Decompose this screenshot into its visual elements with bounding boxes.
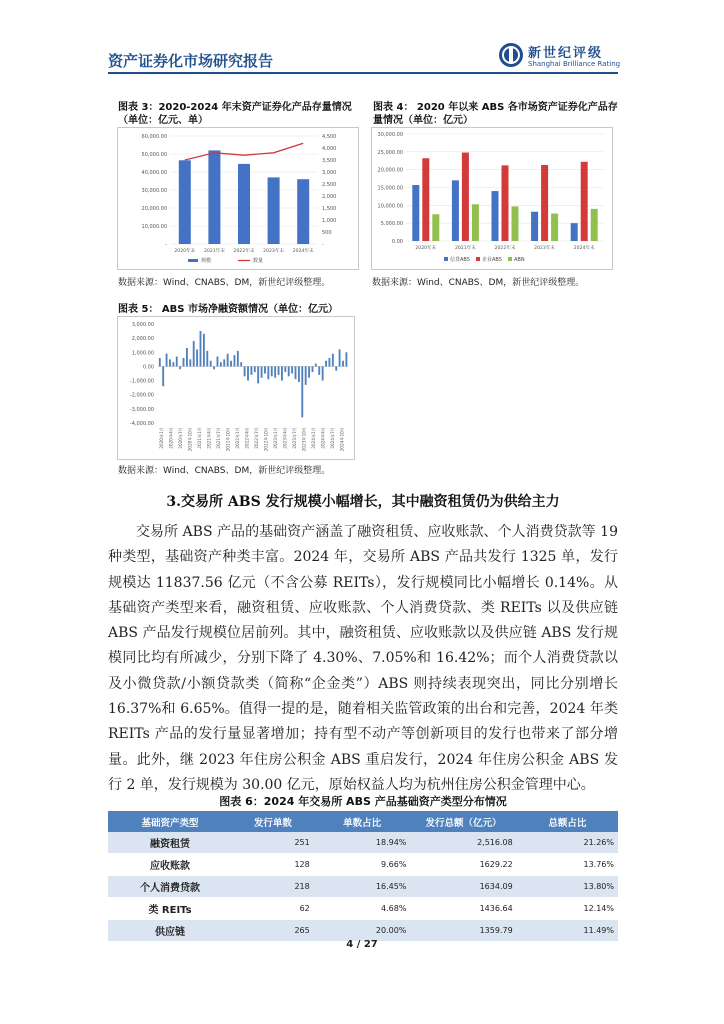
y2-tick-label: -	[322, 242, 324, 248]
bar-net-financing	[159, 358, 161, 366]
legend-swatch	[444, 257, 448, 261]
y-tick-label: -	[165, 242, 167, 248]
bar-net-financing	[291, 366, 293, 373]
y-tick-label: -3,000.00	[129, 406, 154, 413]
bar-net-financing	[196, 349, 198, 366]
legend-label: ABN	[514, 257, 525, 263]
bar-net-financing	[179, 366, 181, 369]
cell-type: 类 REITs	[108, 898, 232, 920]
table-row	[108, 854, 618, 876]
legend-label: 企业ABS	[482, 257, 502, 263]
legend-label: 数量	[253, 258, 264, 264]
x-tick-label: 2024年10月	[339, 427, 345, 452]
bar-信贷ABS	[492, 191, 499, 241]
bar-net-financing	[342, 361, 344, 367]
fig4-chart	[371, 127, 613, 270]
bar-net-financing	[264, 366, 266, 373]
cell-amount: 1359.79	[410, 920, 516, 942]
x-tick-label: 2024年末	[292, 249, 314, 254]
y-tick-label: 30,000.00	[141, 188, 167, 194]
bar-net-financing	[162, 366, 164, 386]
bar-net-financing	[193, 341, 195, 366]
y-tick-label: 25,000.00	[377, 149, 403, 156]
header-cell: 发行总额（亿元）	[410, 811, 516, 832]
y-tick-label: 50,000.00	[141, 152, 167, 158]
bar-net-financing	[328, 358, 330, 366]
cell-type: 融资租赁	[108, 832, 232, 854]
y-tick-label: 30,000.00	[377, 132, 403, 138]
y-tick-label: 10,000.00	[377, 203, 403, 210]
bar-net-financing	[247, 366, 249, 380]
cell-count-share: 9.66%	[314, 854, 411, 876]
bar-企业ABS	[462, 153, 469, 241]
bar-信贷ABS	[531, 212, 538, 241]
fig4-source: 数据来源：Wind、CNABS、DM，新世纪评级整理。	[372, 278, 585, 288]
header-cell: 发行单数	[232, 811, 314, 832]
y2-tick-label: 500	[322, 230, 332, 236]
page-number: 4 / 27	[346, 939, 378, 950]
x-tick-label: 2021年7月	[215, 427, 221, 449]
y2-tick-label: 2,000	[322, 194, 337, 200]
y2-tick-label: 3,500	[322, 158, 337, 164]
bar-信贷ABS	[571, 223, 578, 241]
x-tick-label: 2021年4月	[206, 427, 212, 449]
bar-ABN	[432, 214, 439, 241]
bar-ABN	[591, 209, 598, 241]
x-tick-label: 2022年7月	[253, 427, 259, 449]
bar-ABN	[472, 204, 479, 241]
table-row	[108, 876, 618, 898]
bar-net-financing	[278, 366, 280, 374]
bar-企业ABS	[502, 165, 509, 241]
line-count	[185, 143, 303, 160]
y-tick-label: 10,000.00	[141, 224, 167, 230]
bar-net-financing	[325, 361, 327, 367]
bar-net-financing	[335, 366, 337, 370]
y2-tick-label: 1,500	[322, 206, 337, 212]
legend-swatch	[508, 257, 512, 261]
x-tick-label: 2022年4月	[244, 427, 250, 449]
bar-信贷ABS	[452, 180, 459, 241]
bar-net-financing	[230, 361, 232, 367]
x-tick-label: 2021年末	[454, 246, 476, 251]
header-cell: 总额占比	[517, 811, 618, 832]
bar-net-financing	[183, 358, 185, 366]
x-tick-label: 2020年1月	[158, 427, 164, 449]
cell-amount-share: 21.26%	[517, 832, 618, 854]
y2-tick-label: 3,000	[322, 170, 337, 176]
bar-net-financing	[261, 366, 263, 377]
x-tick-label: 2020年7月	[177, 427, 183, 449]
cell-count-share: 20.00%	[314, 920, 411, 942]
y-tick-label: 5,000.00	[380, 221, 403, 228]
bar-net-financing	[189, 359, 191, 366]
y-tick-label: -4,000.00	[129, 421, 154, 427]
y2-tick-label: 2,500	[322, 182, 337, 188]
table-title: 图表 6：2024 年交易所 ABS 产品基础资产类型分布情况	[219, 795, 507, 808]
y-tick-label: -2,000.00	[129, 392, 154, 399]
legend-label: 规模	[201, 258, 212, 264]
x-tick-label: 2023年7月	[291, 427, 297, 449]
bar-net-financing	[244, 366, 246, 376]
fig3-caption: 图表 3：2020-2024 年末资产证券化产品存量情况（单位：亿元、单）	[118, 102, 352, 126]
bar-ABN	[551, 214, 558, 241]
cell-count: 218	[232, 876, 314, 898]
bar-net-financing	[284, 366, 286, 372]
x-tick-label: 2020年10月	[187, 427, 193, 452]
x-tick-label: 2023年4月	[282, 427, 288, 449]
header-rule	[108, 72, 618, 74]
bar-net-financing	[308, 366, 310, 377]
company-name: 新世纪评级	[528, 46, 604, 61]
bar-net-financing	[332, 354, 334, 367]
x-tick-label: 2023年1月	[272, 427, 278, 449]
bar-net-financing	[312, 366, 314, 372]
bar-企业ABS	[581, 162, 588, 241]
bar-scale	[297, 179, 309, 244]
y-tick-label: 0.00	[391, 239, 403, 245]
company-logo-icon	[497, 40, 525, 70]
bar-net-financing	[220, 362, 222, 366]
bar-net-financing	[217, 357, 219, 367]
report-title: 资产证券化市场研究报告	[108, 52, 274, 70]
cell-type: 个人消费贷款	[108, 876, 232, 898]
distribution-table	[108, 811, 618, 942]
y-tick-label: -1,000.00	[129, 378, 154, 385]
bar-net-financing	[200, 331, 202, 366]
x-tick-label: 2024年1月	[310, 427, 316, 449]
bar-net-financing	[176, 357, 178, 367]
x-tick-label: 2021年10月	[225, 427, 231, 452]
header-cell: 单数占比	[314, 811, 411, 832]
bar-企业ABS	[541, 165, 548, 241]
cell-amount-share: 12.14%	[517, 898, 618, 920]
cell-amount-share: 11.49%	[517, 920, 618, 942]
bar-net-financing	[166, 354, 168, 367]
x-tick-label: 2022年末	[233, 249, 255, 254]
fig5-chart	[117, 316, 355, 460]
x-tick-label: 2024年7月	[329, 427, 335, 449]
y-tick-label: 20,000.00	[377, 167, 403, 174]
bar-net-financing	[206, 351, 208, 367]
bar-net-financing	[267, 366, 269, 379]
bar-net-financing	[318, 366, 320, 374]
bar-net-financing	[240, 362, 242, 366]
x-tick-label: 2020年4月	[168, 427, 174, 449]
fig4-caption: 图表 4： 2020 年以来 ABS 各市场资产证券化产品存量情况（单位：亿元）	[373, 102, 618, 126]
bar-scale	[268, 177, 280, 244]
fig5-source: 数据来源：Wind、CNABS、DM，新世纪评级整理。	[118, 466, 331, 476]
cell-type: 应收账款	[108, 854, 232, 876]
cell-count-share: 4.68%	[314, 898, 411, 920]
legend-swatch	[476, 257, 480, 261]
table-header-row	[108, 811, 618, 832]
x-tick-label: 2023年末	[263, 249, 285, 254]
bar-net-financing	[288, 366, 290, 376]
y2-tick-label: 4,000	[322, 146, 337, 152]
cell-amount: 1634.09	[410, 876, 516, 898]
bar-net-financing	[210, 361, 212, 367]
cell-count: 265	[232, 920, 314, 942]
bar-net-financing	[345, 352, 347, 366]
bar-net-financing	[301, 366, 303, 417]
bar-net-financing	[298, 366, 300, 382]
table-row	[108, 832, 618, 854]
cell-count-share: 16.45%	[314, 876, 411, 898]
bar-net-financing	[223, 359, 225, 366]
x-tick-label: 2023年末	[534, 246, 556, 251]
bar-net-financing	[250, 366, 252, 374]
x-tick-label: 2021年1月	[196, 427, 202, 449]
fig3-chart	[117, 127, 359, 270]
bar-net-financing	[281, 366, 283, 380]
cell-type: 供应链	[108, 920, 232, 942]
legend-swatch-scale	[188, 259, 198, 262]
bar-企业ABS	[422, 158, 429, 241]
cell-count: 251	[232, 832, 314, 854]
header-cell: 基础资产类型	[108, 811, 232, 832]
cell-count: 128	[232, 854, 314, 876]
y-tick-label: 15,000.00	[377, 185, 403, 192]
bar-net-financing	[315, 364, 317, 367]
x-tick-label: 2022年1月	[234, 427, 240, 449]
bar-net-financing	[169, 359, 171, 366]
bar-net-financing	[213, 366, 215, 369]
y-tick-label: 20,000.00	[141, 206, 167, 212]
fig3-source: 数据来源：Wind、CNABS、DM，新世纪评级整理。	[118, 278, 331, 288]
section-paragraph: 交易所 ABS 产品的基础资产涵盖了融资租赁、应收账款、个人消费贷款等 19 种类型，基础资产种类丰富。2024 年，交易所 ABS 产品共发行 1325 单，发行规模达 11837.56 亿元（不含公募 REITs），发行规模同比小幅增长 0.14%。从基础资产类型来看，融资租赁、应收账款、个人消费贷款、类 REITs 以及供应链 ABS 产品发行规模位居前列。其中，融资租赁、应收账款以及供应链 ABS 发行规模同比均有所减少，分别下降了 4.30%、7.05%和 16.42%；而个人消费贷款以及小微贷款/小额贷款类（简称“企金类”）ABS 则持续表现突出，同比分别增长 16.37%和 6.65%。值得一提的是，随着相关监管政策的出台和完善，2024 年类 REITs 产品的发行量显著增加；持有型不动产等创新项目的发行也带来了部分增量。此外，继 2023 年住房公积金 ABS 重启发行，2024 年住房公积金 ABS 发行 2 单，发行规模为 30.00 亿元，原始权益人均为杭州住房公积金管理中心。	[108, 524, 618, 793]
bar-net-financing	[254, 366, 256, 372]
cell-count: 62	[232, 898, 314, 920]
bar-net-financing	[271, 366, 273, 376]
x-tick-label: 2024年4月	[320, 427, 326, 449]
bar-scale	[238, 164, 250, 244]
bar-net-financing	[295, 366, 297, 379]
x-tick-label: 2020年末	[415, 246, 437, 251]
y-tick-label: 0.00	[142, 364, 154, 371]
y-tick-label: 2,000.00	[131, 336, 154, 343]
bar-ABN	[512, 206, 519, 241]
y2-tick-label: 4,500	[322, 134, 337, 140]
y-tick-label: 3,000.00	[131, 322, 154, 328]
table-row	[108, 898, 618, 920]
x-tick-label: 2020年末	[174, 249, 196, 254]
y-tick-label: 40,000.00	[141, 170, 167, 176]
bar-scale	[208, 150, 220, 244]
x-tick-label: 2021年末	[203, 249, 225, 254]
bar-信贷ABS	[412, 185, 419, 241]
y2-tick-label: 1,000	[322, 218, 337, 224]
cell-amount-share: 13.76%	[517, 854, 618, 876]
bar-net-financing	[227, 354, 229, 367]
fig5-caption: 图表 5： ABS 市场净融资额情况（单位：亿元）	[118, 304, 338, 315]
company-name-en: Shanghai Brilliance Rating	[528, 60, 621, 68]
x-tick-label: 2024年末	[573, 246, 595, 251]
bar-net-financing	[172, 362, 174, 366]
cell-amount: 1629.22	[410, 854, 516, 876]
bar-net-financing	[203, 334, 205, 367]
bar-net-financing	[274, 366, 276, 377]
legend-label: 信贷ABS	[450, 257, 470, 263]
bar-net-financing	[237, 351, 239, 367]
bar-net-financing	[322, 366, 324, 380]
section-heading: 3.交易所 ABS 发行规模小幅增长，其中融资租赁仍为供给主力	[166, 494, 560, 510]
y-tick-label: 60,000.00	[141, 134, 167, 140]
x-tick-label: 2023年10月	[301, 427, 307, 452]
x-tick-label: 2022年10月	[263, 427, 269, 452]
x-tick-label: 2022年末	[494, 246, 516, 251]
cell-amount: 1436.64	[410, 898, 516, 920]
bar-scale	[179, 160, 191, 244]
bar-net-financing	[339, 349, 341, 366]
bar-net-financing	[233, 355, 235, 366]
bar-net-financing	[186, 348, 188, 366]
bar-net-financing	[257, 366, 259, 383]
y-tick-label: 1,000.00	[131, 350, 154, 357]
cell-count-share: 18.94%	[314, 832, 411, 854]
cell-amount-share: 13.80%	[517, 876, 618, 898]
cell-amount: 2,516.08	[410, 832, 516, 854]
bar-net-financing	[305, 366, 307, 384]
